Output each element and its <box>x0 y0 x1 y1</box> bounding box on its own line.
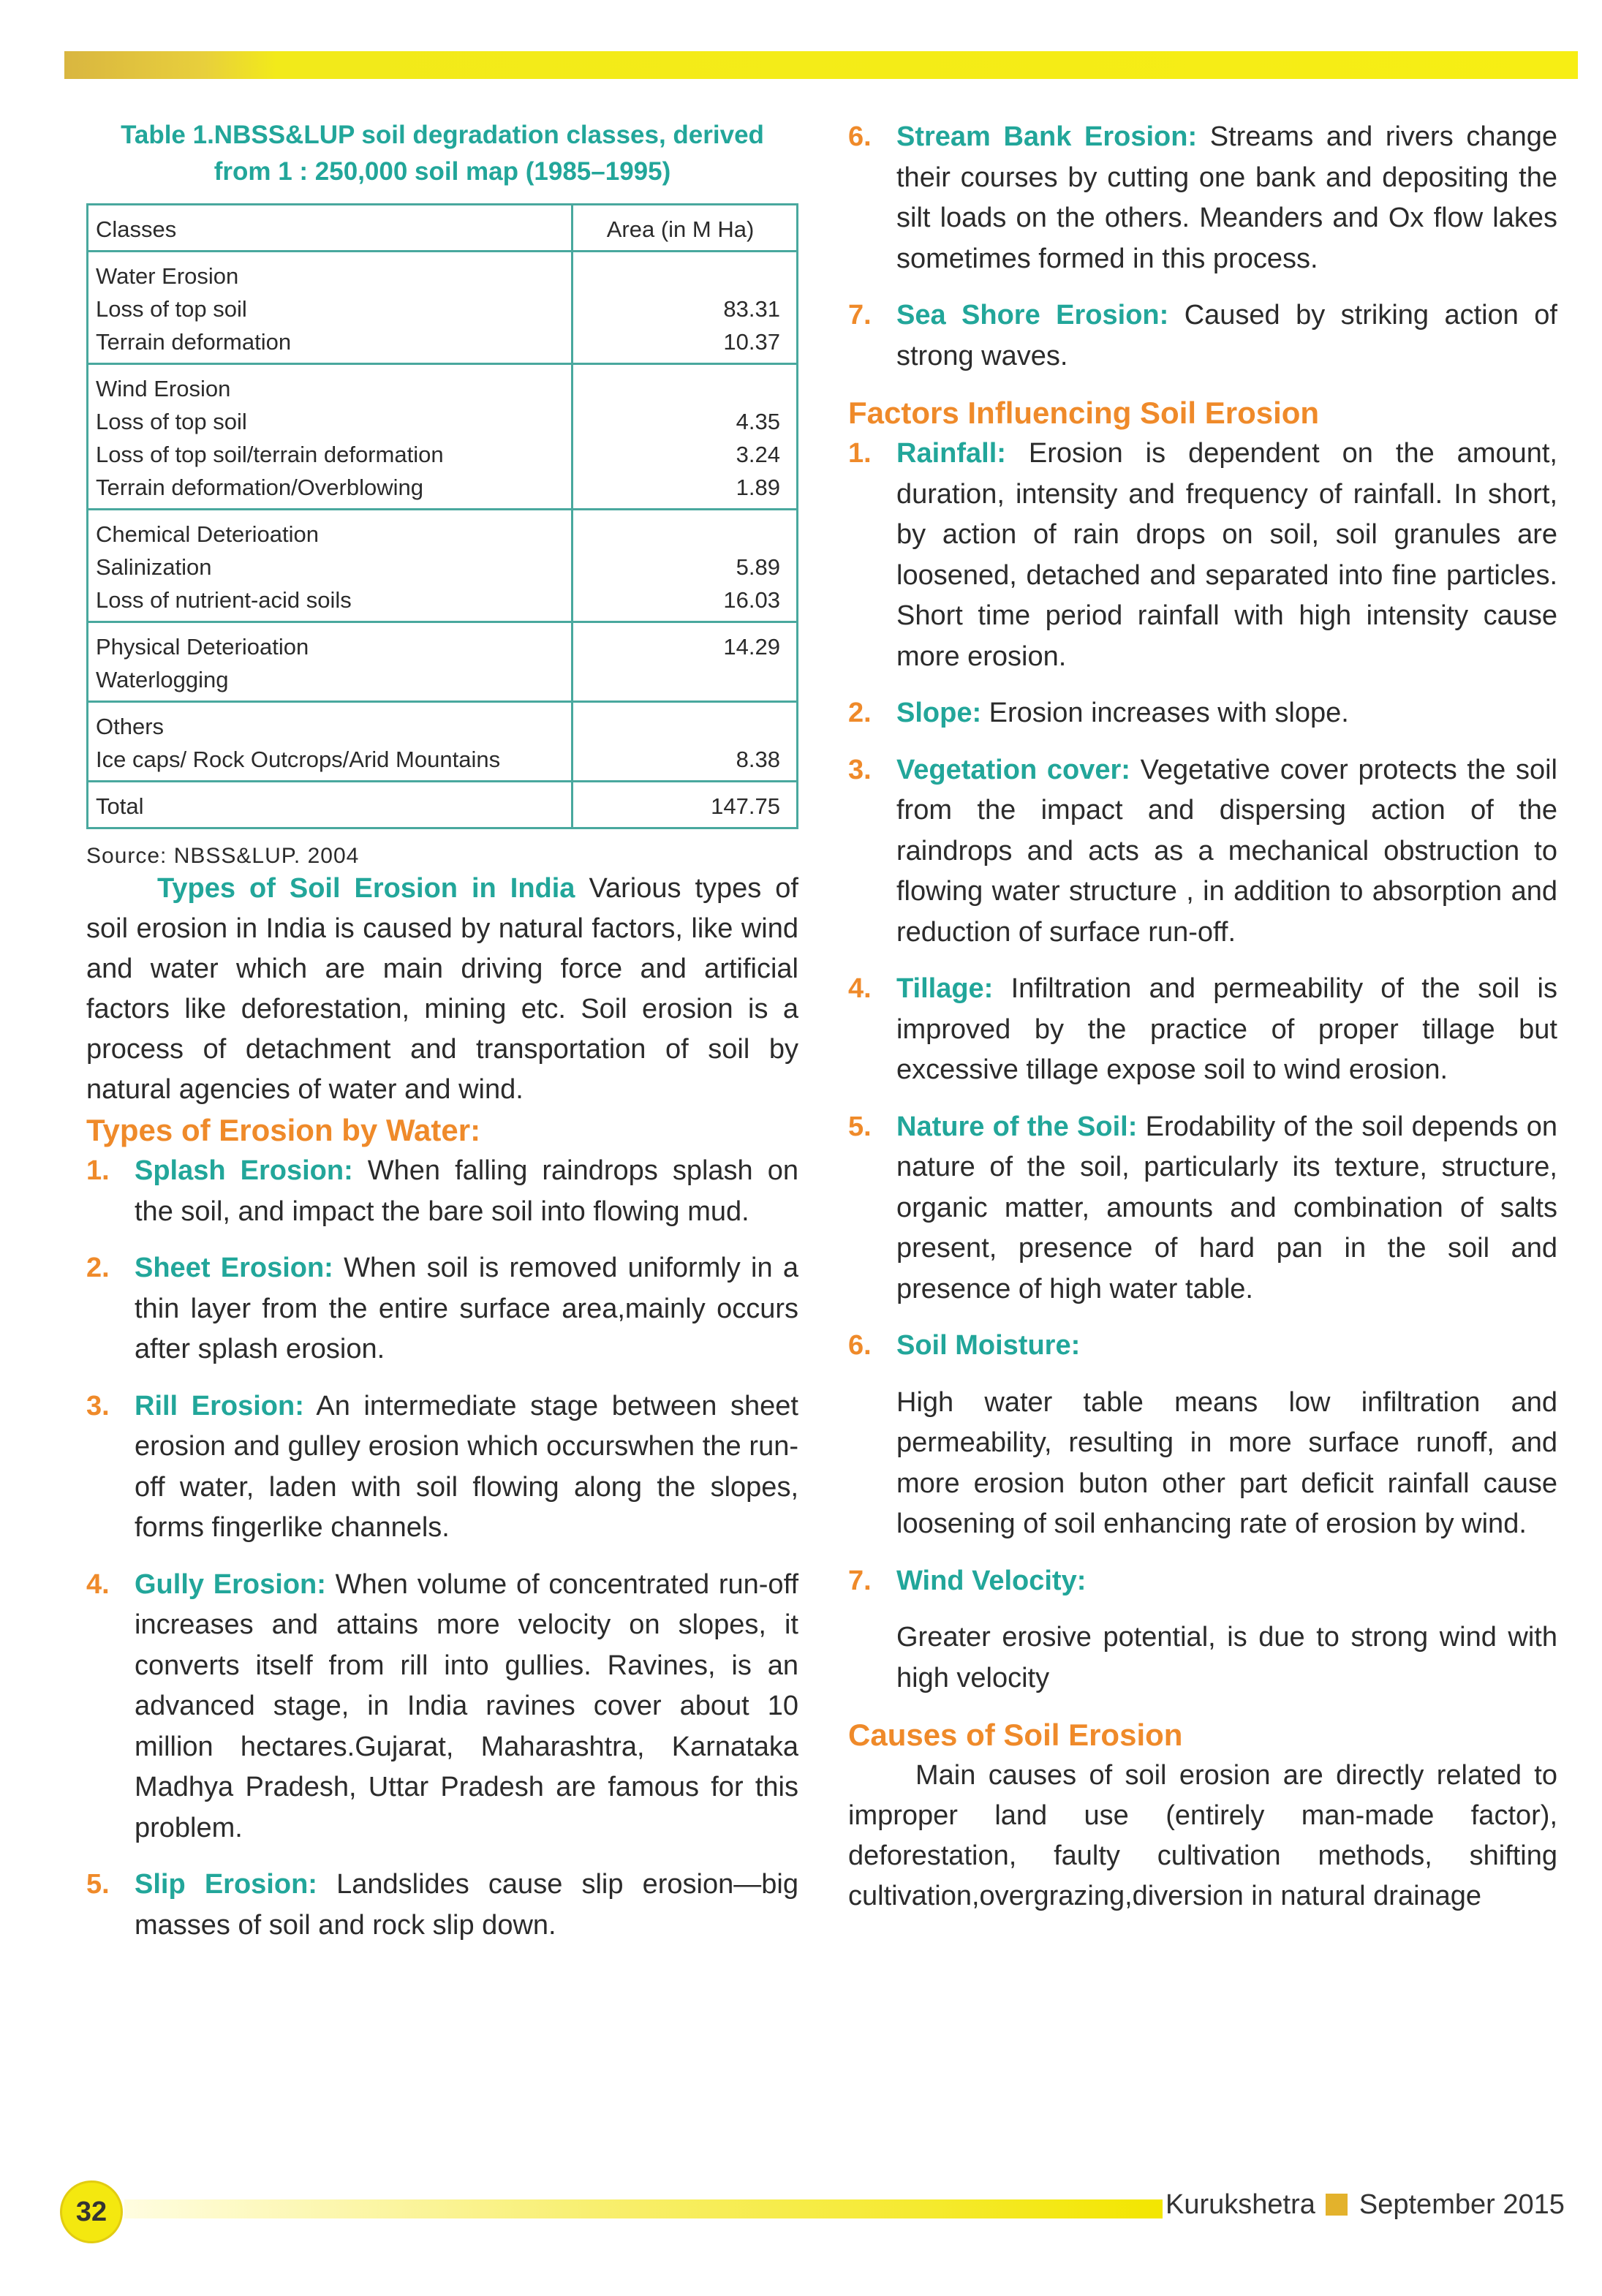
item-text: Caused by striking action of strong waves. <box>896 300 1557 371</box>
table-row-others <box>88 702 798 782</box>
list-item <box>86 1865 798 1946</box>
item-term: Wind Velocity: <box>896 1565 1087 1596</box>
item-text: Landslides cause slip erosion—big masses of soil and rock slip down. <box>135 1869 798 1941</box>
list-item <box>848 1561 1557 1602</box>
list-item <box>848 1107 1557 1310</box>
item-number: 7. <box>848 300 872 331</box>
item-number: 5. <box>86 1869 110 1900</box>
item-text: When soil is removed uniformly in a thin layer from the entire surface area,mainly occurs after splash erosion. <box>135 1253 798 1364</box>
class-label: Others <box>96 714 165 739</box>
item-term: Stream Bank Erosion: <box>896 121 1198 152</box>
table-header-row <box>88 205 798 252</box>
item-number: 6. <box>848 121 872 152</box>
item-text: An intermediate stage between sheet erosion and gulley erosion which occurswhen the run-off water, laden with soil flowing along the slopes, forms fingerlike channels. <box>135 1390 798 1543</box>
item-text: Erosion is dependent on the amount, duration, intensity and frequency of rainfall. In short, by action of rain drops on soil, soil granules are loosened, detached and separated into fine particles. Short time period rainfall with high intensity cause more erosion. <box>896 438 1557 672</box>
table-row-water-erosion <box>88 252 798 364</box>
item-number: 4. <box>86 1568 110 1600</box>
list-item <box>86 1386 798 1549</box>
item-term: Slip Erosion: <box>135 1869 317 1900</box>
item-term: Sheet Erosion: <box>135 1253 333 1283</box>
area-value: 16.03 <box>723 587 780 613</box>
table-source: Source: NBSS&LUP. 2004 <box>86 844 360 868</box>
list-item <box>848 1326 1557 1367</box>
item-text: Streams and rivers change their courses by cutting one bank and depositing the silt loads on the others. Meanders and Ox flow lakes sometimes formed in this process. <box>896 121 1557 274</box>
right-column <box>848 117 1557 1917</box>
item-term: Nature of the Soil: <box>896 1111 1138 1142</box>
journal-footer <box>1165 2189 1565 2221</box>
heading-factors: Factors Influencing Soil Erosion <box>848 396 1320 430</box>
item-number: 4. <box>848 973 872 1004</box>
item-text: Infiltration and permeability of the soil is improved by the practice of proper tillage but excessive tillage expose soil to wind erosion. <box>896 973 1557 1085</box>
class-label: Terrain deformation/Overblowing <box>96 475 423 500</box>
class-label: Wind Erosion <box>96 376 231 401</box>
table-row-chemical-deterioration <box>88 510 798 622</box>
table-caption <box>86 117 798 190</box>
list-item <box>86 1248 798 1370</box>
item-term: Tillage: <box>896 973 994 1004</box>
wind-velocity-paragraph: Greater erosive potential, is due to strong wind with high velocity <box>896 1622 1557 1693</box>
item-number: 2. <box>86 1253 110 1283</box>
area-value: 1.89 <box>736 475 780 500</box>
header-classes: Classes <box>88 205 573 252</box>
area-value: 147.75 <box>711 793 780 819</box>
table-row-physical-deterioration <box>88 622 798 702</box>
page-number-badge: 32 <box>60 2180 123 2243</box>
causes-paragraph: Main causes of soil erosion are directly related to improper land use (entirely man-made factor), deforestation, faulty cultivation methods, shifting cultivation,overgrazing,diversion in natural drainage <box>848 1760 1557 1911</box>
list-item <box>86 1151 798 1232</box>
soil-degradation-table <box>86 203 798 829</box>
heading-causes: Causes of Soil Erosion <box>848 1718 1183 1752</box>
list-item <box>848 693 1557 734</box>
item-text: When volume of concentrated run-off increases and attains more velocity on slopes, it converts itself from rill into gullies. Ravines, is an advanced stage, in India ravines cover about 10 million hectares.Gujarat, Maharashtra, Karnataka Madhya Pradesh, Uttar Pradesh are famous for this problem. <box>135 1568 798 1843</box>
class-label: Total <box>96 793 144 819</box>
item-number: 7. <box>848 1565 872 1596</box>
list-item <box>848 295 1557 377</box>
item-number: 3. <box>848 754 872 785</box>
class-label: Chemical Deterioation <box>96 521 319 547</box>
item-term: Splash Erosion: <box>135 1155 353 1186</box>
list-item <box>848 117 1557 279</box>
intro-paragraph <box>86 869 798 1110</box>
item-term: Gully Erosion: <box>135 1568 326 1600</box>
area-value: 83.31 <box>723 296 780 322</box>
soil-moisture-paragraph: High water table means low infiltration and permeability, resulting in more surface runoff, and more erosion buton other part deficit rainfall cause loosening of soil enhancing rate of erosion by wind. <box>896 1386 1557 1539</box>
header-area: Area (in M Ha) <box>573 205 798 252</box>
area-value: 4.35 <box>736 409 780 434</box>
heading-erosion-by-water: Types of Erosion by Water: <box>86 1113 481 1147</box>
item-text: Vegetative cover protects the soil from the impact and dispersing action of the raindrops and acts as a mechanical obstruction to flowing water structure , in addition to absorption and reduction of surface run-off. <box>896 754 1557 948</box>
area-value: 5.89 <box>736 554 780 580</box>
class-label: Loss of top soil/terrain deformation <box>96 442 444 467</box>
class-label: Salinization <box>96 554 212 580</box>
class-label: Loss of nutrient-acid soils <box>96 587 352 613</box>
item-number: 1. <box>848 438 872 469</box>
item-term: Rill Erosion: <box>135 1390 304 1421</box>
table-row-wind-erosion <box>88 364 798 510</box>
square-bullet-icon <box>1326 2194 1348 2216</box>
class-label: Loss of top soil <box>96 409 247 434</box>
item-term: Rainfall: <box>896 438 1006 469</box>
class-label: Water Erosion <box>96 263 239 289</box>
list-item <box>848 434 1557 677</box>
area-value: 8.38 <box>736 747 780 772</box>
journal-issue: September 2015 <box>1359 2189 1565 2220</box>
list-item <box>86 1565 798 1849</box>
class-label: Ice caps/ Rock Outcrops/Arid Mountains <box>96 747 501 772</box>
class-label: Terrain deformation <box>96 329 292 355</box>
item-text: Erosion increases with slope. <box>981 698 1349 728</box>
area-value: 10.37 <box>723 329 780 355</box>
list-item <box>848 969 1557 1091</box>
item-term: Soil Moisture: <box>896 1330 1081 1361</box>
item-text: When falling raindrops splash on the soil, and impact the bare soil into flowing mud. <box>135 1155 798 1227</box>
item-number: 5. <box>848 1111 872 1142</box>
item-number: 1. <box>86 1155 110 1186</box>
class-label: Physical Deterioation <box>96 634 309 660</box>
top-color-bar <box>64 51 1578 79</box>
area-value: 14.29 <box>723 634 780 660</box>
table-caption-line-2: from 1 : 250,000 soil map (1985–1995) <box>214 157 671 186</box>
intro-text: Various types of soil erosion in India is caused by natural factors, like wind and water which are main driving force and artificial factors like deforestation, mining etc. Soil erosion is a process of detachment and transportation of soil by natural agencies of water and wind. <box>86 873 798 1105</box>
area-value: 3.24 <box>736 442 780 467</box>
item-term: Sea Shore Erosion: <box>896 300 1169 331</box>
list-item <box>848 750 1557 953</box>
class-label: Loss of top soil <box>96 296 247 322</box>
class-label: Waterlogging <box>96 667 229 692</box>
item-text: Erodability of the soil depends on nature of the soil, particularly its texture, structure, organic matter, amounts and combination of salts present, presence of hard pan in the soil and presence of high water table. <box>896 1111 1558 1304</box>
item-number: 2. <box>848 698 872 728</box>
item-term: Vegetation cover: <box>896 754 1130 785</box>
left-column <box>86 117 798 1962</box>
journal-name: Kurukshetra <box>1165 2189 1315 2220</box>
intro-lead: Types of Soil Erosion in India <box>157 873 575 904</box>
table-caption-line-1: Table 1.NBSS&LUP soil degradation classes, derived <box>121 121 764 149</box>
item-term: Slope: <box>896 698 982 728</box>
item-number: 3. <box>86 1390 110 1421</box>
footer-color-bar <box>124 2199 1163 2218</box>
table-row-total <box>88 782 798 828</box>
item-number: 6. <box>848 1330 872 1361</box>
